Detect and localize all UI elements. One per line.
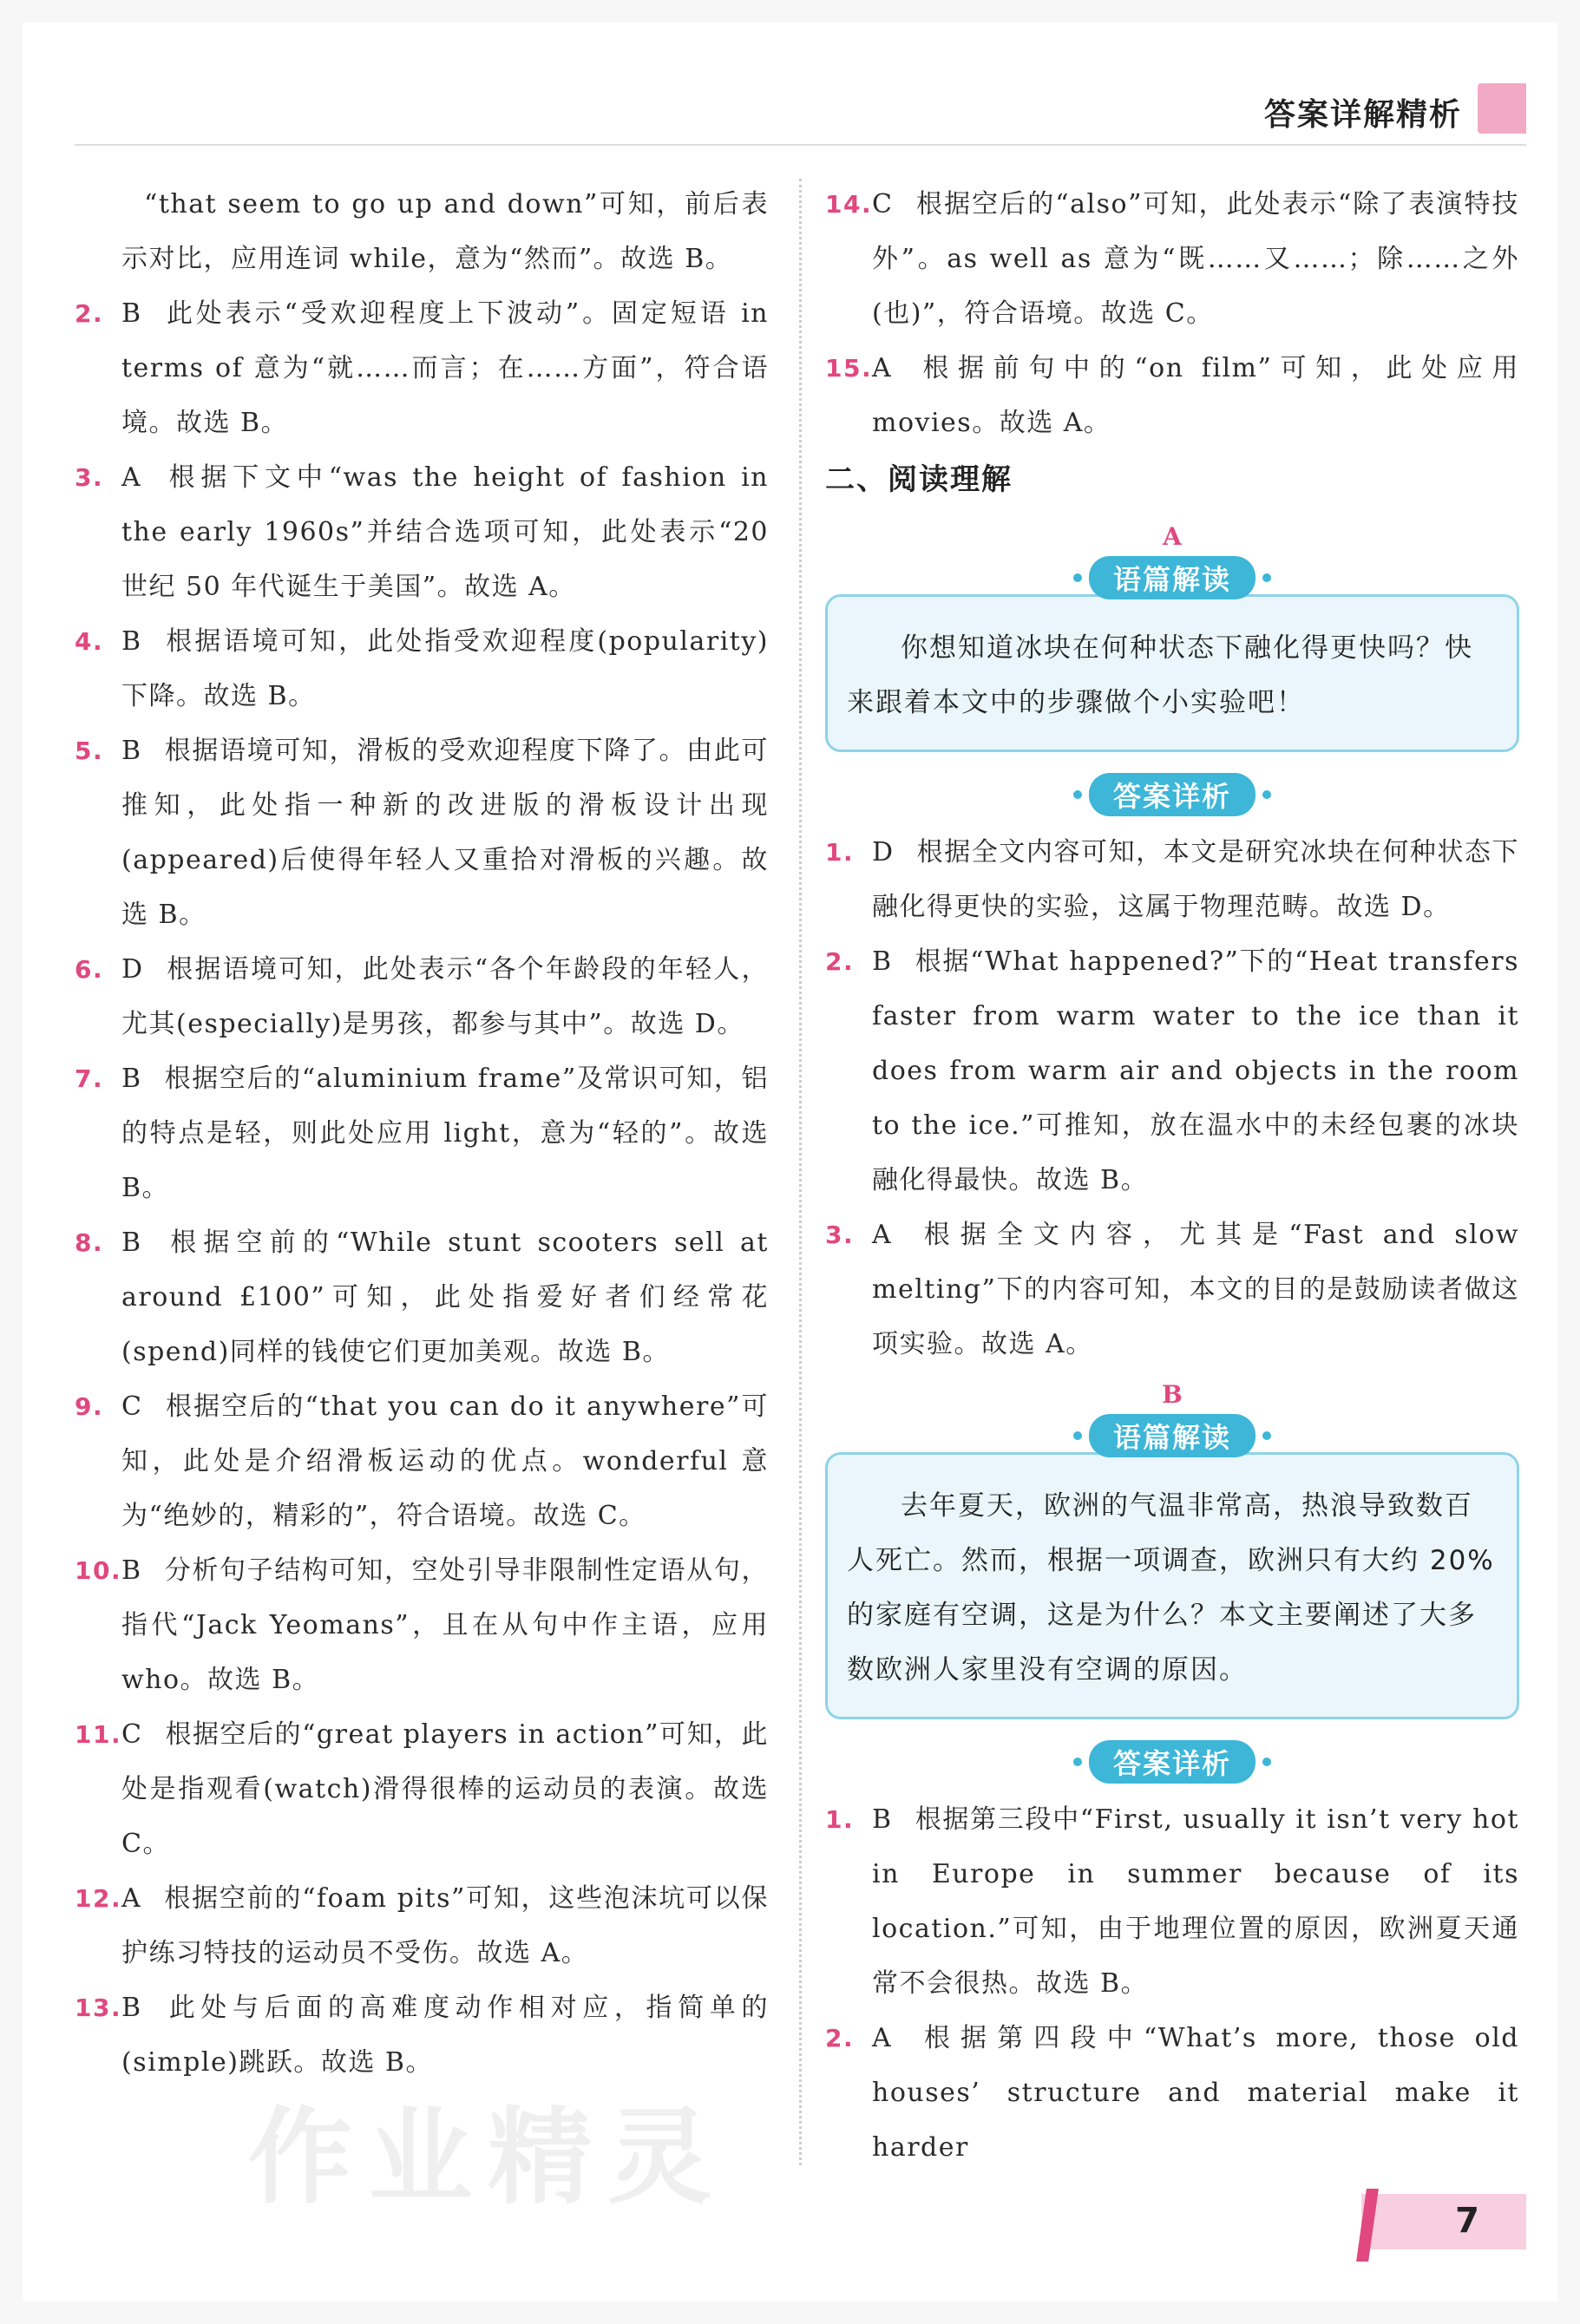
answer-explanation: 根据空前的“While stunt scooters sell at around £100”可知，此处指爱好者们经常花(spend)同样的钱使它们更加美观。故选 B。 xyxy=(121,1227,769,1367)
answer-item xyxy=(825,341,1519,450)
answer-choice: B xyxy=(121,1227,142,1258)
header-tab xyxy=(1478,83,1526,134)
answer-number: 1. xyxy=(825,838,855,867)
passage-b-intro: 去年夏天，欧洲的气温非常高，热浪导致数百人死亡。然而，根据一项调查，欧洲只有大约 20%的家庭有空调，这是为什么？本文主要阐述了大多数欧洲人家里没有空调的原因。 xyxy=(825,1452,1519,1719)
answer-item xyxy=(75,177,769,286)
answer-choice: B xyxy=(121,298,142,329)
right-column xyxy=(825,177,1519,2175)
passage-b-answers-pill xyxy=(825,1740,1519,1784)
section-title: 二、阅读理解 xyxy=(825,462,1013,497)
answer-choice: B xyxy=(121,1555,142,1586)
answer-number: 1. xyxy=(825,1805,855,1834)
header-title: 答案详解精析 xyxy=(1263,97,1462,133)
passage-b-letter: B xyxy=(1162,1380,1183,1409)
answer-item xyxy=(75,1051,769,1215)
answer-choice: B xyxy=(121,626,142,657)
passage-a-answers-pill xyxy=(825,773,1519,816)
passage-a-letter: A xyxy=(1163,522,1182,551)
passage-a-intro-label: 语篇解读 xyxy=(1089,556,1255,599)
answer-choice: D xyxy=(872,837,895,867)
answer-choice: B xyxy=(121,1064,142,1094)
answer-number: 13. xyxy=(75,1993,122,2022)
answer-choice: A xyxy=(872,2023,893,2053)
answer-number: 12. xyxy=(75,1884,122,1913)
answer-number: 10. xyxy=(75,1556,122,1585)
answer-item xyxy=(75,614,769,723)
answer-number: 15. xyxy=(825,354,873,383)
answer-number: 14. xyxy=(825,190,873,219)
answer-item xyxy=(75,1379,769,1543)
answer-choice: B xyxy=(872,946,893,977)
answer-explanation: 根据“What happened?”下的“Heat transfers faster from warm water to the ice than it does from warm air and objects in the room to the ice.”可推知，放在温水中的未经包裹的冰块融化得最快。故选 B。 xyxy=(872,946,1519,1195)
answer-item xyxy=(75,1543,769,1707)
answer-item xyxy=(825,1792,1519,2011)
answer-item xyxy=(825,2011,1519,2175)
answer-explanation: 根据第三段中“First, usually it isn’t very hot in Europe in summer because of its location.”可知，由于地理位置的原因，欧洲夏天通常不会很热。故选 B。 xyxy=(872,1804,1519,1999)
answer-item xyxy=(75,1215,769,1379)
answer-choice: C xyxy=(121,1719,143,1750)
answer-explanation: 根据语境可知，此处表示“各个年龄段的年轻人，尤其(especially)是男孩，都参与其中”。故选 D。 xyxy=(121,954,769,1039)
page xyxy=(23,23,1557,2301)
answer-explanation: 此处表示“受欢迎程度上下波动”。固定短语 in terms of 意为“就……而言；在……方面”，符合语境。故选 B。 xyxy=(121,298,769,438)
answer-explanation: 根据前句中的“on film”可知，此处应用 movies。故选 A。 xyxy=(872,353,1519,438)
answer-explanation: 分析句子结构可知，空处引导非限制性定语从句，指代“Jack Yeomans”，且在从句中作主语，应用 who。故选 B。 xyxy=(121,1555,769,1695)
passage-a-intro-pill xyxy=(825,556,1519,599)
answer-explanation: 根据全文内容，尤其是“Fast and slow melting”下的内容可知，本文的目的是鼓励读者做这项实验。故选 A。 xyxy=(872,1220,1519,1359)
answer-explanation: 根据空前的“foam pits”可知，这些泡沫坑可以保护练习特技的运动员不受伤。故选 A。 xyxy=(121,1883,769,1968)
answer-choice: B xyxy=(121,1993,142,2023)
answer-item xyxy=(75,942,769,1051)
header-divider xyxy=(75,144,1526,146)
answer-choice: A xyxy=(121,1883,142,1914)
passage-b-intro-pill xyxy=(825,1414,1519,1457)
answer-item xyxy=(825,1208,1519,1371)
page-number-tab xyxy=(1361,2194,1526,2249)
answer-number: 6. xyxy=(75,955,104,984)
passage-a-answers-label: 答案详析 xyxy=(1089,773,1255,816)
answer-explanation: “that seem to go up and down”可知，前后表示对比，应用连词 while，意为“然而”。故选 B。 xyxy=(121,189,769,274)
answer-explanation: 根据全文内容可知，本文是研究冰块在何种状态下融化得更快的实验，这属于物理范畴。故选 D。 xyxy=(872,837,1519,922)
answer-number: 5. xyxy=(75,736,104,765)
answer-choice: C xyxy=(872,189,894,219)
answer-explanation: 根据语境可知，此处指受欢迎程度(popularity)下降。故选 B。 xyxy=(121,626,769,711)
answer-item xyxy=(825,825,1519,934)
watermark: 作业精灵 xyxy=(248,2098,727,2218)
answer-choice: C xyxy=(121,1391,143,1422)
answer-item xyxy=(75,723,769,942)
answer-choice: A xyxy=(872,353,893,383)
answer-choice: A xyxy=(872,1220,893,1250)
answer-explanation: 根据第四段中“What’s more, those old houses’ structure and material make it harder xyxy=(872,2023,1519,2163)
answer-number: 2. xyxy=(825,2024,855,2052)
answer-number: 2. xyxy=(825,947,855,976)
passage-b-answers-label: 答案详析 xyxy=(1089,1740,1255,1784)
column-divider xyxy=(799,179,802,2165)
passage-b-intro-label: 语篇解读 xyxy=(1089,1414,1255,1457)
answer-item xyxy=(75,286,769,450)
answer-number: 4. xyxy=(75,627,104,656)
answer-item xyxy=(75,1707,769,1871)
answer-explanation: 此处与后面的高难度动作相对应，指简单的(simple)跳跃。故选 B。 xyxy=(121,1993,769,2078)
answer-number: 3. xyxy=(75,463,104,492)
answer-number: 2. xyxy=(75,299,104,328)
answer-explanation: 根据空后的“that you can do it anywhere”可知，此处是介绍滑板运动的优点。wonderful 意为“绝妙的，精彩的”，符合语境。故选 C。 xyxy=(121,1391,769,1531)
answer-number: 11. xyxy=(75,1720,122,1749)
answer-choice: B xyxy=(872,1804,893,1835)
left-column xyxy=(75,177,769,2090)
page-number: 7 xyxy=(1455,2201,1479,2241)
answer-item xyxy=(75,450,769,614)
answer-explanation: 根据空后的“aluminium frame”及常识可知，铝的特点是轻，则此处应用 light，意为“轻的”。故选 B。 xyxy=(121,1064,769,1203)
answer-explanation: 根据下文中“was the height of fashion in the early 1960s”并结合选项可知，此处表示“20 世纪 50 年代诞生于美国”。故选 A。 xyxy=(121,462,769,602)
answer-explanation: 根据空后的“also”可知，此处表示“除了表演特技外”。as well as 意为“既……又……；除……之外(也)”，符合语境。故选 C。 xyxy=(872,189,1519,329)
answer-explanation: 根据语境可知，滑板的受欢迎程度下降了。由此可推知，此处指一种新的改进版的滑板设计出现(appeared)后使得年轻人又重拾对滑板的兴趣。故选 B。 xyxy=(121,736,769,930)
answer-number: 9. xyxy=(75,1392,104,1421)
answer-item xyxy=(825,934,1519,1208)
answer-choice: B xyxy=(121,736,142,766)
answer-choice: A xyxy=(121,462,142,493)
answer-explanation: 根据空后的“great players in action”可知，此处是指观看(watch)滑得很棒的运动员的表演。故选 C。 xyxy=(121,1719,769,1859)
answer-number: 8. xyxy=(75,1228,104,1257)
answer-number: 3. xyxy=(825,1221,855,1249)
answer-choice: D xyxy=(121,954,144,985)
answer-number: 7. xyxy=(75,1064,104,1093)
passage-a-intro: 你想知道冰块在何种状态下融化得更快吗？快来跟着本文中的步骤做个小实验吧！ xyxy=(825,594,1519,752)
answer-item xyxy=(825,177,1519,341)
answer-item xyxy=(75,1871,769,1980)
